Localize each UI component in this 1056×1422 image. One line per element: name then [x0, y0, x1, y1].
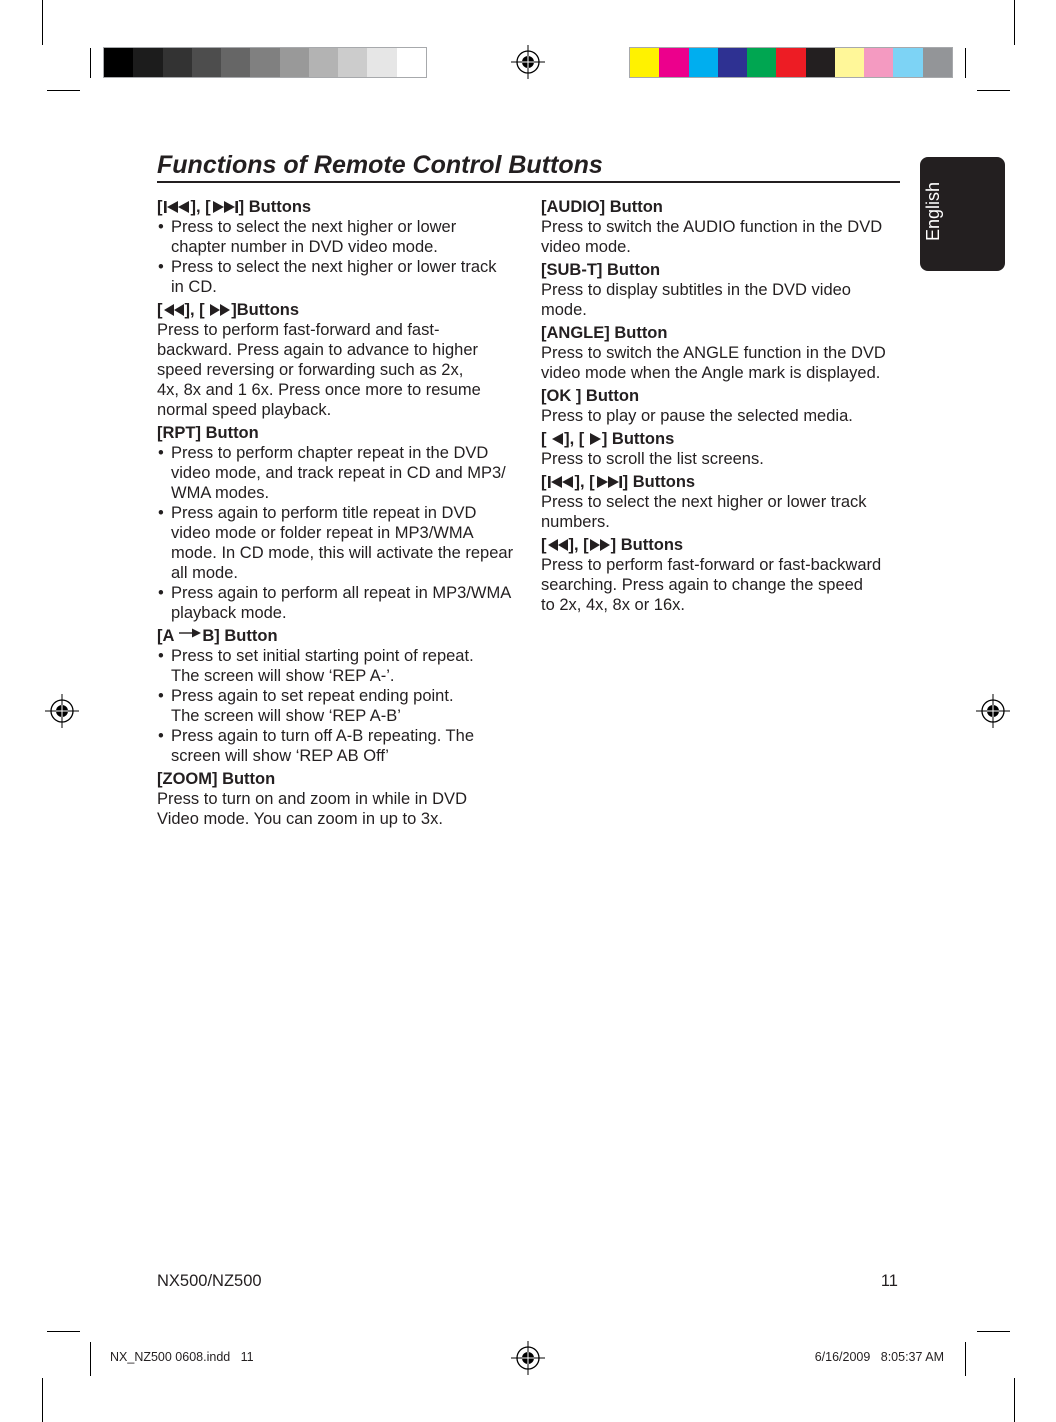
color-swatch: [689, 48, 718, 77]
heading-text: ], [: [184, 301, 210, 319]
color-swatch: [309, 48, 338, 77]
heading-text: [: [541, 430, 552, 448]
bullet-text: Press again to perform all repeat in MP3/WMA playback mode.: [171, 584, 512, 622]
grayscale-color-bar: [104, 48, 426, 77]
skip-back-icon: [548, 476, 574, 488]
heading-text: ], [: [574, 473, 595, 491]
section-heading: [ZOOM] Button: [157, 770, 276, 788]
heading-text: ]Buttons: [231, 301, 300, 319]
heading-text: [: [541, 536, 547, 554]
bullet-marker: •: [158, 687, 164, 705]
left-arrow-icon: [552, 433, 563, 445]
color-swatch: [923, 48, 952, 77]
heading-text: B] Button: [202, 627, 278, 645]
right-arrow-icon: [590, 433, 601, 445]
bullet-marker: •: [158, 504, 164, 522]
section-body: Press to display subtitles in the DVD video mode.: [541, 281, 851, 319]
right-column: [541, 197, 913, 615]
page-title: Functions of Remote Control Buttons: [157, 151, 603, 179]
bullet-text: Press to select the next higher or lower chapter number in DVD video mode.: [171, 218, 457, 256]
fast-forward-icon: [210, 304, 230, 316]
section-zoom-button: [157, 769, 529, 829]
color-swatch: [397, 48, 426, 77]
registration-mark-icon: [511, 45, 545, 79]
bullet-item: [157, 646, 529, 686]
heading-text: [: [157, 198, 163, 216]
color-swatch: [893, 48, 922, 77]
bullet-text: Press to set initial starting point of repeat. The screen will show ‘REP A-’.: [171, 647, 474, 685]
section-audio-button: [541, 197, 913, 257]
heading-text: [: [157, 301, 163, 319]
color-swatch: [835, 48, 864, 77]
bullet-item: [157, 583, 529, 623]
section-body: Press to scroll the list screens.: [541, 450, 764, 468]
color-swatch: [104, 48, 133, 77]
bullet-marker: •: [158, 584, 164, 602]
footer-page-number: 11: [880, 1272, 898, 1290]
bullet-item: [157, 257, 529, 297]
section-body: Press to perform fast-forward or fast-backward searching. Press again to change the speed to 2x, 4x, 8x or 16x.: [541, 556, 882, 614]
section-heading: [541, 535, 913, 555]
crop-mark: [47, 90, 80, 91]
color-swatch: [163, 48, 192, 77]
language-tab-label: English: [923, 182, 943, 242]
section-body: Press to switch the AUDIO function in the DVD video mode.: [541, 218, 883, 256]
crop-mark: [42, 0, 43, 45]
title-divider: [157, 181, 900, 183]
section-heading: [RPT] Button: [157, 424, 259, 442]
bullet-marker: •: [158, 647, 164, 665]
bullet-item: [157, 726, 529, 766]
rewind-icon: [548, 539, 568, 551]
heading-text: ], [: [564, 430, 589, 448]
color-swatch: [806, 48, 835, 77]
skip-forward-icon: [596, 476, 622, 488]
crop-mark: [1014, 1378, 1015, 1422]
left-column: [157, 197, 529, 829]
bullet-text: Press again to perform title repeat in DVD video mode or folder repeat in MP3/WMA mode. In CD mode, this will activate the repear all mode.: [171, 504, 514, 582]
section-body: Press to switch the ANGLE function in the DVD video mode when the Angle mark is displayed.: [541, 344, 886, 382]
section-rpt-button: [157, 423, 529, 623]
heading-text: ] Buttons: [610, 536, 684, 554]
bullet-item: [157, 686, 529, 726]
heading-text: ] Buttons: [622, 473, 696, 491]
skip-back-icon: [164, 201, 190, 213]
section-skip-buttons: [541, 472, 913, 532]
bullet-item: [157, 443, 529, 503]
bullet-marker: •: [158, 727, 164, 745]
crop-mark: [47, 1331, 80, 1332]
bullet-marker: •: [158, 444, 164, 462]
color-swatch: [133, 48, 162, 77]
crop-mark: [90, 48, 91, 78]
section-heading: [SUB-T] Button: [541, 261, 661, 279]
heading-text: ] Buttons: [238, 198, 312, 216]
section-subt-button: [541, 260, 913, 320]
heading-text: ] Buttons: [601, 430, 675, 448]
section-heading: [157, 300, 529, 320]
section-body: Press to perform fast-forward and fast- backward. Press again to advance to higher speed reversing or forwarding such as 2x, 4x, 8x and 1 6x. Press once more to resume normal speed playback.: [157, 321, 481, 419]
section-search-buttons: [541, 535, 913, 615]
bullet-text: Press again to turn off A-B repeating. The screen will show ‘REP AB Off’: [171, 727, 474, 765]
section-search-buttons: [157, 300, 529, 420]
color-swatch: [659, 48, 688, 77]
bullet-item: [157, 503, 529, 583]
color-swatch: [280, 48, 309, 77]
color-swatch: [747, 48, 776, 77]
bullet-item: [157, 217, 529, 257]
section-body: Press to select the next higher or lower track numbers.: [541, 493, 867, 531]
color-swatch: [864, 48, 893, 77]
rewind-icon: [164, 304, 184, 316]
section-heading: [157, 626, 529, 646]
crop-mark: [90, 1342, 91, 1376]
heading-text: [A: [157, 627, 179, 645]
section-body: Press to play or pause the selected media.: [541, 407, 853, 425]
section-ok-button: [541, 386, 913, 426]
crop-mark: [42, 1378, 43, 1422]
color-swatch: [718, 48, 747, 77]
skip-forward-icon: [212, 201, 238, 213]
crop-mark: [965, 1342, 966, 1376]
process-color-bar: [630, 48, 952, 77]
heading-text: ], [: [190, 198, 211, 216]
registration-mark-icon: [511, 1341, 545, 1375]
footer-model: NX500/NZ500: [157, 1272, 262, 1290]
section-heading: [541, 472, 913, 492]
color-swatch: [338, 48, 367, 77]
section-a-b-button: [157, 626, 529, 766]
section-heading: [541, 429, 913, 449]
fast-forward-icon: [590, 539, 610, 551]
slug-timestamp: 6/16/2009 8:05:37 AM: [814, 1350, 944, 1364]
color-swatch: [630, 48, 659, 77]
section-angle-button: [541, 323, 913, 383]
bullet-text: Press to perform chapter repeat in the DVD video mode, and track repeat in CD and MP3/ WMA modes.: [171, 444, 506, 502]
section-scroll-buttons: [541, 429, 913, 469]
section-heading: [ANGLE] Button: [541, 324, 668, 342]
section-heading: [OK ] Button: [541, 387, 640, 405]
section-heading: [AUDIO] Button: [541, 198, 663, 216]
bullet-text: Press again to set repeat ending point. The screen will show ‘REP A-B’: [171, 687, 454, 725]
slug-file-name: NX_NZ500 0608.indd 11: [110, 1350, 254, 1364]
section-body: Press to turn on and zoom in while in DVD Video mode. You can zoom in up to 3x.: [157, 790, 467, 828]
bullet-marker: •: [158, 258, 164, 276]
a-to-b-arrow-icon: [179, 627, 201, 639]
registration-mark-icon: [45, 694, 79, 728]
registration-mark-icon: [976, 694, 1010, 728]
crop-mark: [977, 90, 1010, 91]
color-swatch: [221, 48, 250, 77]
crop-mark: [965, 48, 966, 78]
crop-mark: [977, 1331, 1010, 1332]
bullet-text: Press to select the next higher or lower track in CD.: [171, 258, 497, 296]
color-swatch: [250, 48, 279, 77]
section-heading: [157, 197, 529, 217]
color-swatch: [367, 48, 396, 77]
crop-mark: [1014, 0, 1015, 45]
color-swatch: [192, 48, 221, 77]
heading-text: ], [: [568, 536, 589, 554]
bullet-marker: •: [158, 218, 164, 236]
heading-text: [: [541, 473, 547, 491]
color-swatch: [776, 48, 805, 77]
section-skip-buttons: [157, 197, 529, 297]
